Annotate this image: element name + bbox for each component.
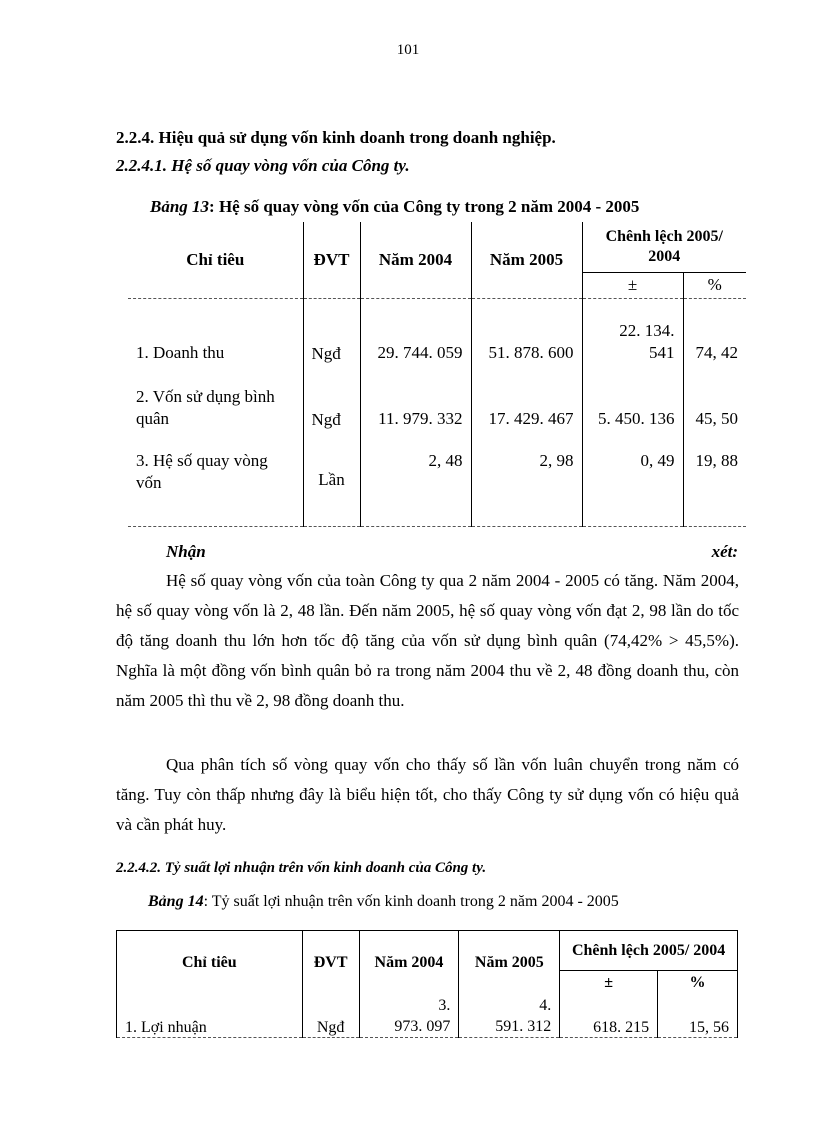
header-2005: Năm 2005 <box>459 931 560 995</box>
table14-caption <box>148 893 619 911</box>
table14-caption-text: : Tỷ suất lợi nhuận trên vốn kinh doanh trong 2 năm 2004 - 2005 <box>203 893 619 910</box>
header-indicator: Chỉ tiêu <box>181 953 237 971</box>
row-2005 <box>459 995 560 1038</box>
table13 <box>128 222 746 527</box>
table13-caption <box>150 197 639 217</box>
row-name: 1. Doanh thu <box>128 298 303 364</box>
row-2004: 11. 979. 332 <box>360 364 471 430</box>
paragraph-1 <box>116 566 739 716</box>
header-indicator: Chỉ tiêu <box>186 249 245 269</box>
row-2004 <box>359 995 459 1038</box>
table-row <box>128 430 746 526</box>
header-diff-group: Chênh lệch 2005/ 2004 <box>560 931 738 971</box>
remark-left: Nhận <box>166 542 206 561</box>
subsection-heading-1: 2.2.4.1. Hệ số quay vòng vốn của Công ty. <box>116 156 410 175</box>
row-diff: 22. 134. 541 <box>582 298 683 364</box>
header-diff-abs: ± <box>582 272 683 298</box>
table14 <box>116 930 738 1038</box>
header-diff-group: Chênh lệch 2005/ 2004 <box>582 222 746 272</box>
row-unit: Ngđ <box>303 298 360 364</box>
table-row <box>128 364 746 430</box>
row-2004-part2: 973. 097 <box>394 1017 451 1035</box>
row-unit: Lần <box>303 430 360 526</box>
row-pct: 15, 56 <box>658 995 738 1038</box>
row-pct: 74, 42 <box>683 298 746 364</box>
row-name: 2. Vốn sử dụng bình quân <box>136 387 275 428</box>
table13-caption-label: Bảng 13 <box>150 197 210 216</box>
remark-heading <box>166 542 738 562</box>
row-2004-part1: 3. <box>438 996 451 1014</box>
row-unit: Ngđ <box>303 364 360 430</box>
header-diff-abs: ± <box>560 971 658 995</box>
row-diff: 5. 450. 136 <box>582 364 683 430</box>
row-name: 1. Lợi nhuận <box>117 995 303 1038</box>
header-2005: Năm 2005 <box>471 222 582 298</box>
header-unit: ĐVT <box>303 222 360 298</box>
row-2004: 29. 744. 059 <box>360 298 471 364</box>
row-2005: 17. 429. 467 <box>471 364 582 430</box>
table13-caption-text: : Hệ số quay vòng vốn của Công ty trong 2 năm 2004 - 2005 <box>209 197 640 216</box>
page-number: 101 <box>396 42 420 58</box>
remark-right: xét: <box>711 542 738 561</box>
header-2004: Năm 2004 <box>360 222 471 298</box>
header-2004: Năm 2004 <box>359 931 459 995</box>
subsection-heading-2: 2.2.4.2. Tỷ suất lợi nhuận trên vốn kinh doanh của Công ty. <box>116 860 487 876</box>
header-diff-pct: % <box>683 272 746 298</box>
row-pct: 45, 50 <box>683 364 746 430</box>
header-diff-pct: % <box>658 971 738 995</box>
row-2005-part1: 4. <box>539 996 552 1014</box>
header-unit: ĐVT <box>302 931 359 995</box>
section-heading: 2.2.4. Hiệu quả sử dụng vốn kinh doanh trong doanh nghiệp. <box>116 128 556 147</box>
row-pct: 19, 88 <box>683 430 746 526</box>
row-2004: 2, 48 <box>360 430 471 526</box>
row-unit: Ngđ <box>302 995 359 1038</box>
row-name: 3. Hệ số quay vòng vốn <box>128 430 303 526</box>
paragraph-2 <box>116 750 739 840</box>
row-2005: 2, 98 <box>471 430 582 526</box>
table-row <box>128 298 746 364</box>
paragraph-2-text: Qua phân tích số vòng quay vốn cho thấy số lần vốn luân chuyển trong năm có tăng. Tuy còn thấp nhưng đây là biểu hiện tốt, cho thấy Công ty sử dụng vốn có hiệu quả và cần phát huy. <box>116 755 739 834</box>
row-2005: 51. 878. 600 <box>471 298 582 364</box>
table-row <box>117 995 738 1038</box>
paragraph-1-text: Hệ số quay vòng vốn của toàn Công ty qua 2 năm 2004 - 2005 có tăng. Năm 2004, hệ số quay vòng vốn là 2, 48 lần. Đến năm 2005, hệ số quay vòng vốn đạt 2, 98 lần do tốc độ tăng doanh thu lớn hơn tốc độ tăng của vốn sử dụng bình quân (74,42% > 45,5%). Nghĩa là một đồng vốn bình quân bỏ ra trong năm 2004 thu về 2, 48 đồng doanh thu, còn năm 2005 thì thu về 2, 98 đồng doanh thu. <box>116 571 739 710</box>
table14-caption-label: Bảng 14 <box>148 893 204 910</box>
row-2005-part2: 591. 312 <box>495 1017 552 1035</box>
row-diff: 0, 49 <box>582 430 683 526</box>
row-diff: 618. 215 <box>560 995 658 1038</box>
